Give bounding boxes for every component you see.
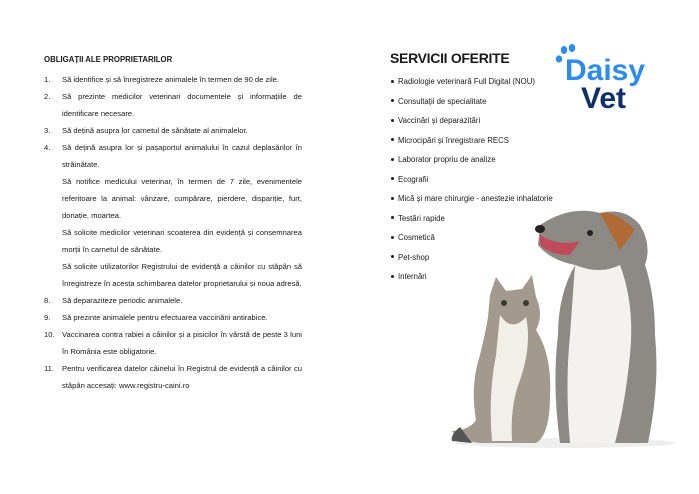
obligation-text: Să dețină asupra lor carnetul de sănătate al animalelor.: [62, 126, 248, 135]
obligation-text: Să dețină asupra lor și pașaportul animalului în cazul deplasărilor în străinătate.: [62, 143, 302, 169]
obligation-item: [44, 173, 302, 224]
obligation-number: 4.: [44, 143, 51, 152]
obligation-number: 10.: [44, 330, 55, 339]
service-label: Pet-shop: [398, 252, 430, 262]
obligation-text: Vaccinarea contra rabiei a câinilor și a pisicilor în vârstă de peste 3 luni în România este obligatorie.: [62, 330, 302, 356]
obligation-text: Să solicite medicilor veterinari scoaterea din evidență și consemnarea morții în carnetul de sănătate.: [62, 228, 302, 254]
service-label: Consultații de specialitate: [398, 96, 487, 106]
obligation-item: [44, 122, 302, 139]
bullet-icon: [391, 216, 394, 219]
service-label: Cosmetică: [398, 233, 435, 242]
service-label: Mică și mare chirurgie - anestezie inhalatorie: [398, 194, 553, 203]
service-item: [390, 170, 630, 190]
service-label: Ecografii: [398, 174, 429, 184]
obligation-text: Pentru verificarea datelor câinelui în Registrul de evidență a câinilor cu stăpân accesați: www.registru-caini.ro: [62, 364, 302, 390]
obligation-number: 2.: [44, 92, 51, 101]
obligation-text: Să notifice medicului veterinar, în termen de 7 zile, evenimentele referitoare la animal: vânzare, cumpărare, pierdere, dispariție, furt, donație, moartea.: [62, 177, 302, 220]
service-label: Internări: [398, 272, 427, 281]
dog-illustration: [535, 211, 656, 443]
obligation-text: Să identifice și să înregistreze animalele în termen de 90 de zile.: [62, 75, 279, 84]
logo-daisy: Daisy: [565, 54, 646, 87]
owner-obligations-section: [44, 54, 302, 394]
obligation-item: [44, 258, 302, 292]
service-label: Laborator propriu de analize: [398, 155, 496, 164]
service-item: [390, 150, 630, 170]
service-item: [390, 111, 630, 131]
cat-illustration: [452, 275, 551, 443]
bullet-icon: [391, 197, 394, 200]
bullet-icon: [391, 99, 394, 102]
obligation-item: [44, 224, 302, 258]
daisy-vet-logo: [555, 44, 665, 110]
obligation-item: [44, 88, 302, 122]
bullet-icon: [391, 255, 394, 258]
dog-and-cat-photo: [440, 205, 695, 450]
bullet-icon: [391, 158, 394, 161]
obligation-number: 3.: [44, 126, 51, 135]
bullet-icon: [391, 236, 394, 239]
obligation-text: Să prezinte animalele pentru efectuarea vaccinării antirabice.: [62, 313, 268, 322]
obligation-item: [44, 71, 302, 88]
obligation-number: 11.: [44, 364, 54, 373]
obligation-text: Să prezinte medicilor veterinari documentele și informațiile de identificare necesare.: [62, 92, 302, 118]
bullet-icon: [391, 275, 394, 278]
services-title: SERVICII OFERITE: [390, 50, 510, 66]
service-label: Radiologie veterinară Full Digital (NOU): [398, 77, 535, 86]
service-item: [390, 131, 630, 151]
obligations-title: OBLIGAȚII ALE PROPRIETARILOR: [44, 55, 173, 64]
bullet-icon: [391, 138, 394, 141]
obligation-item: [44, 360, 302, 394]
obligation-item: [44, 309, 302, 326]
obligation-number: 8.: [44, 296, 51, 305]
bullet-icon: [391, 119, 394, 122]
obligation-number: 1.: [44, 75, 51, 84]
obligation-item: [44, 292, 302, 309]
service-label: Testări rapide: [398, 213, 445, 223]
obligation-item: [44, 139, 302, 173]
obligation-item: [44, 326, 302, 360]
service-label: Microcipări și înregistrare RECS: [398, 135, 509, 145]
obligation-text: Să solicite utilizatorilor Registrului de evidență a câinilor cu stăpân să înregistreze în acesta schimbarea datelor proprietarului și noua adresă.: [62, 262, 302, 288]
bullet-icon: [391, 177, 394, 180]
bullet-icon: [391, 80, 394, 83]
obligations-list: [44, 71, 302, 394]
service-label: Vaccinări și deparazitări: [398, 116, 481, 125]
logo-vet: Vet: [581, 82, 627, 110]
obligation-number: 9.: [44, 313, 51, 322]
obligation-text: Să deparaziteze periodic animalele.: [62, 296, 183, 305]
